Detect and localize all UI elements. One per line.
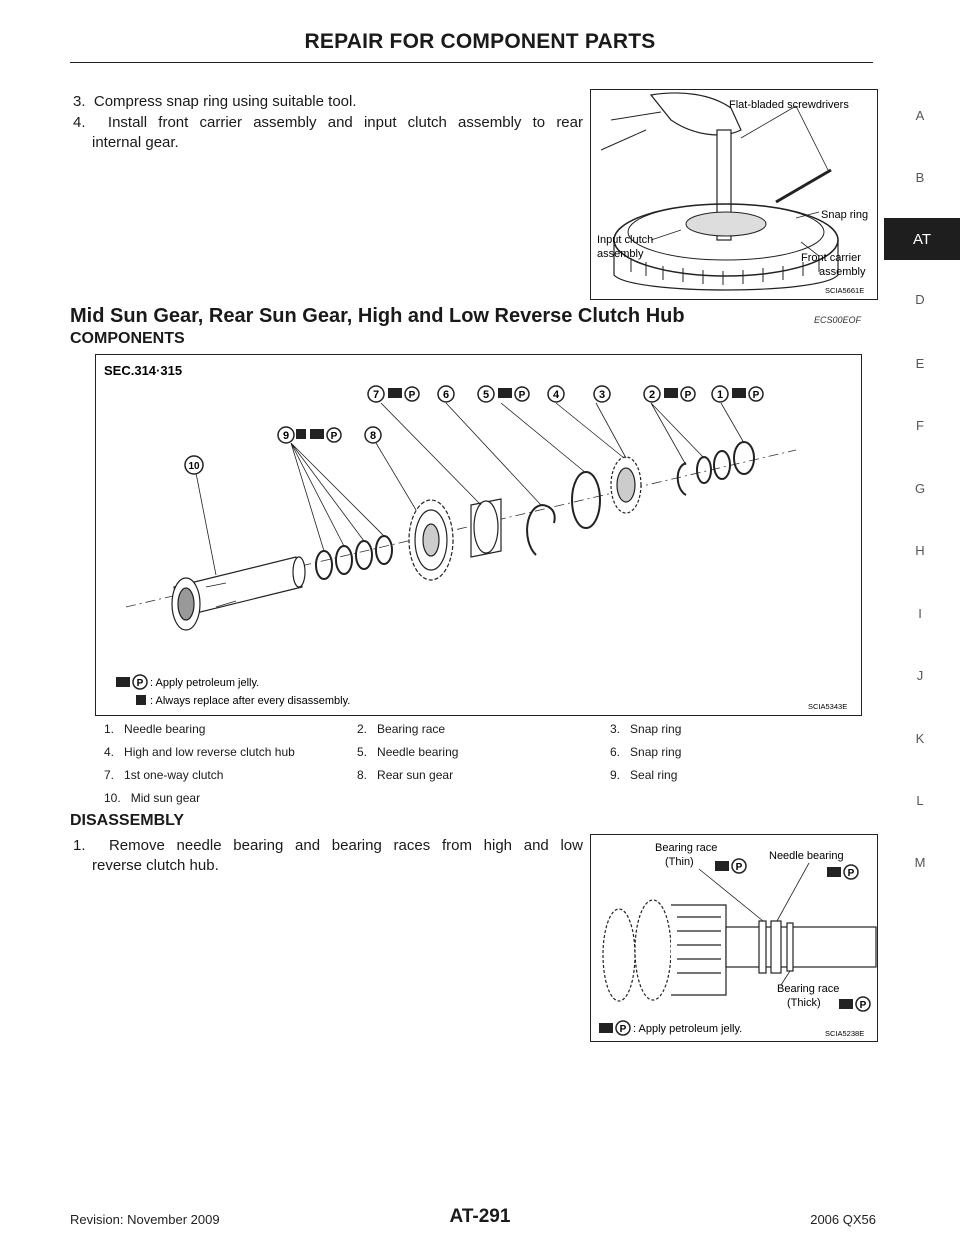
callout-8	[365, 427, 381, 443]
components-exploded-view	[96, 355, 861, 715]
components-heading: COMPONENTS	[70, 330, 185, 347]
figure-snap-ring-install	[590, 89, 878, 300]
bearing-removal-illustration	[591, 835, 877, 1041]
step-text-cont: internal gear.	[92, 134, 179, 151]
callout-7	[368, 386, 384, 402]
figure-code: SCIA5238E	[825, 1029, 865, 1038]
callout-3	[594, 386, 610, 402]
svg-text:P: P	[408, 390, 416, 401]
step-text: Compress snap ring using suitable tool.	[93, 93, 357, 110]
part-8: 8. Rear sun gear	[357, 768, 454, 782]
legend-jelly: : Apply petroleum jelly.	[633, 1023, 743, 1035]
label-input-clutch-1: Input clutch	[597, 234, 654, 246]
part-5: 5. Needle bearing	[357, 745, 459, 759]
step-4	[73, 113, 583, 153]
svg-text:P: P	[735, 862, 743, 873]
svg-text:P: P	[136, 678, 144, 689]
part-6: 6. Snap ring	[610, 745, 682, 759]
part-3: 3. Snap ring	[610, 722, 682, 736]
part-4: 4. High and low reverse clutch hub	[104, 745, 295, 759]
step-number: 1.	[73, 837, 86, 854]
parts-legend	[104, 722, 844, 805]
svg-text:P: P	[859, 1000, 867, 1011]
svg-text:7: 7	[372, 389, 380, 401]
svg-text:4: 4	[552, 389, 560, 401]
svg-text:P: P	[330, 431, 338, 442]
part-1: 1. Needle bearing	[104, 722, 206, 736]
part-7: 7. 1st one-way clutch	[104, 768, 224, 782]
svg-text:P: P	[518, 390, 526, 401]
step-number: 3.	[73, 93, 86, 110]
footer-model: 2006 QX56	[810, 1212, 876, 1227]
part-9: 9. Seal ring	[610, 768, 678, 782]
step-text-cont: reverse clutch hub.	[92, 857, 219, 874]
step-text: Install front carrier assembly and input clutch assembly to rear	[107, 114, 583, 131]
label-race-thick-2: (Thick)	[787, 997, 821, 1009]
figure-code: SCIA5661E	[825, 286, 865, 295]
replace-icon	[136, 695, 146, 705]
sidebar-tab-j[interactable]: J	[916, 668, 924, 683]
figure-code: SCIA5343E	[808, 702, 848, 711]
svg-text:2: 2	[648, 389, 656, 401]
sidebar-tab-a[interactable]: A	[915, 108, 925, 123]
callout-10	[185, 456, 203, 474]
figure-components	[95, 354, 862, 716]
sidebar-tab-k[interactable]: K	[915, 731, 925, 746]
svg-text:: Apply petroleum jelly.: : Apply petroleum jelly.	[150, 677, 260, 689]
section-reference: SEC.314·315	[104, 363, 183, 378]
section-title: Mid Sun Gear, Rear Sun Gear, High and Low Reverse Clutch Hub	[70, 305, 685, 327]
svg-text:10: 10	[188, 461, 200, 472]
section-code: ECS00EOF	[814, 315, 862, 325]
sidebar-tab-at[interactable]: AT	[884, 218, 960, 260]
sidebar-tab-g[interactable]: G	[914, 481, 926, 496]
step-text: Remove needle bearing and bearing races from high and low	[108, 837, 583, 854]
disassembly-step-1	[73, 836, 583, 876]
sidebar-tab-m[interactable]: M	[914, 855, 926, 870]
page-number: AT-291	[449, 1206, 511, 1227]
svg-text:P: P	[684, 390, 692, 401]
sidebar-tab-i[interactable]: I	[918, 606, 922, 621]
svg-text:P: P	[619, 1024, 627, 1035]
callout-6	[438, 386, 454, 402]
svg-text:9: 9	[282, 430, 290, 442]
snap-ring-install-illustration	[591, 90, 877, 299]
svg-text:3: 3	[598, 389, 606, 401]
label-front-carrier-1: Front carrier	[801, 252, 861, 264]
svg-text:8: 8	[369, 430, 377, 442]
sidebar-tab-b[interactable]: B	[915, 170, 925, 185]
legend-jelly	[116, 675, 259, 689]
callout-4	[548, 386, 564, 402]
sidebar-tab-d[interactable]: D	[915, 292, 925, 307]
callout-9	[278, 427, 294, 443]
label-race-thin-2: (Thin)	[665, 856, 694, 868]
sidebar-tab-e[interactable]: E	[915, 356, 925, 371]
sidebar-tab-l[interactable]: L	[916, 793, 924, 808]
sidebar-tab-h[interactable]: H	[915, 543, 925, 558]
label-race-thin-1: Bearing race	[655, 842, 718, 854]
label-input-clutch-2: assembly	[597, 248, 644, 260]
header-rule	[70, 62, 873, 63]
legend-replace	[136, 695, 350, 707]
svg-text:1: 1	[716, 389, 724, 401]
part-2: 2. Bearing race	[357, 722, 446, 736]
page-title: REPAIR FOR COMPONENT PARTS	[304, 30, 656, 53]
svg-text:5: 5	[482, 389, 490, 401]
callout-5	[478, 386, 494, 402]
callout-2	[644, 386, 660, 402]
svg-text:: Always replace after every d: : Always replace after every disassembly.	[150, 695, 351, 707]
sidebar-tab-f[interactable]: F	[916, 418, 924, 433]
disassembly-heading: DISASSEMBLY	[70, 812, 185, 829]
callout-1	[712, 386, 728, 402]
figure-bearing-removal	[590, 834, 878, 1042]
svg-text:P: P	[752, 390, 760, 401]
label-race-thick-1: Bearing race	[777, 983, 840, 995]
svg-text:P: P	[847, 868, 855, 879]
footer-revision: Revision: November 2009	[70, 1212, 220, 1227]
step-3	[73, 92, 357, 112]
label-front-carrier-2: assembly	[819, 266, 866, 278]
part-10: 10. Mid sun gear	[104, 791, 201, 805]
label-needle: Needle bearing	[769, 850, 844, 862]
label-snap-ring: Snap ring	[821, 209, 869, 221]
svg-text:6: 6	[442, 389, 450, 401]
label-screwdrivers: Flat-bladed screwdrivers	[729, 99, 849, 111]
step-number: 4.	[73, 114, 86, 131]
jelly-brush-icon	[116, 677, 130, 687]
